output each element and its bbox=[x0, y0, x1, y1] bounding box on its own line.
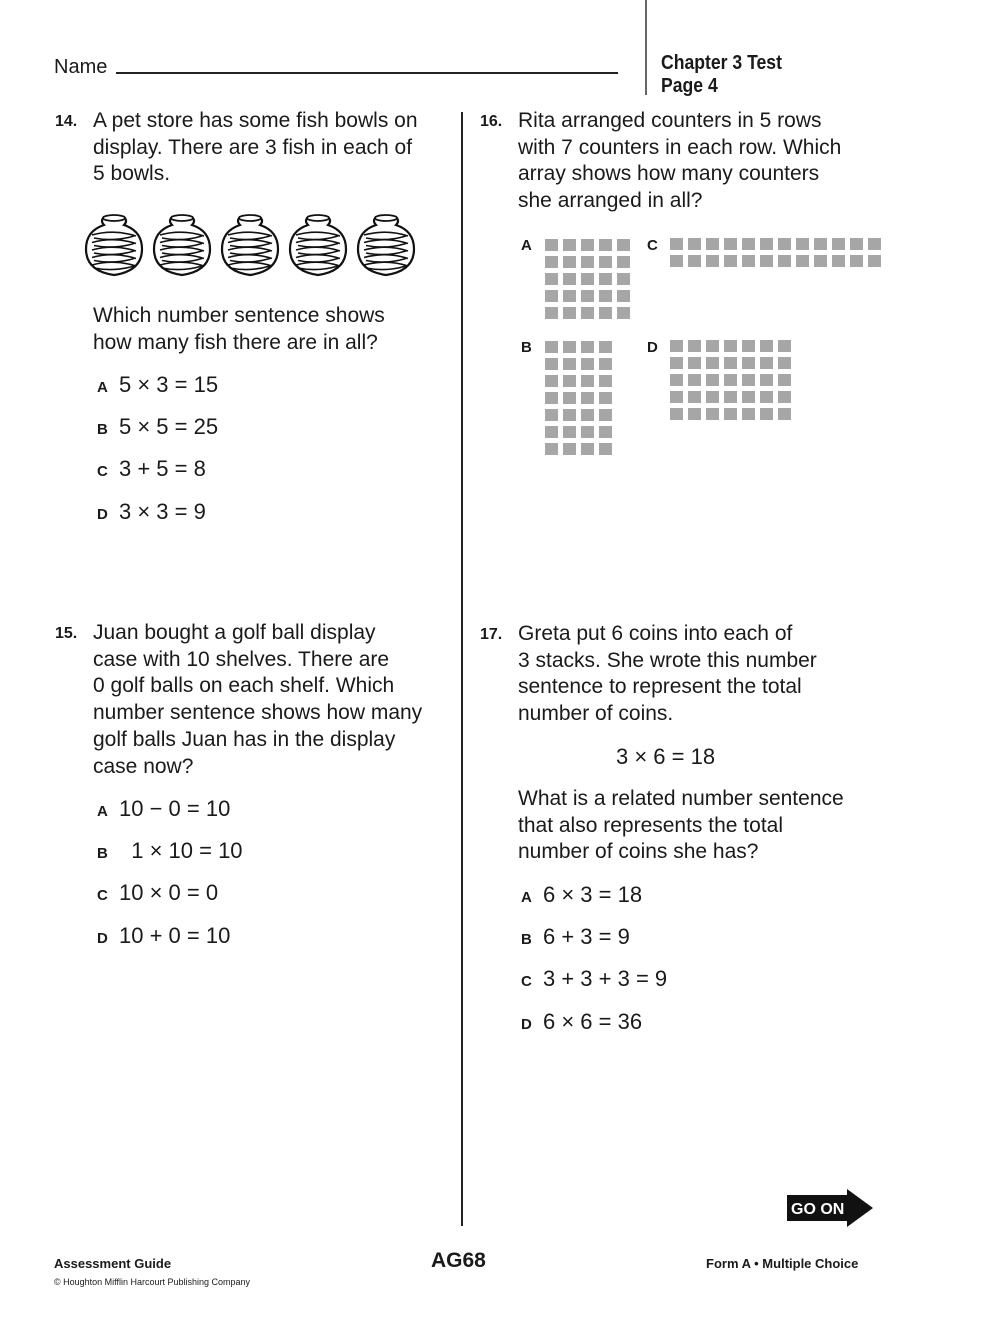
text-line: 5 bowls. bbox=[93, 162, 171, 186]
chapter-line: Chapter 3 Test bbox=[661, 52, 782, 74]
array-a-label: A bbox=[521, 237, 532, 254]
header-divider bbox=[645, 0, 647, 95]
question-14-prompt bbox=[93, 303, 453, 356]
option-letter: B bbox=[97, 845, 108, 862]
counter-square bbox=[778, 357, 791, 369]
fish-bowl-icon bbox=[222, 215, 278, 275]
counter-square bbox=[832, 255, 845, 267]
counter-square bbox=[724, 374, 737, 386]
counter-square bbox=[563, 256, 576, 268]
option-d[interactable] bbox=[97, 499, 206, 525]
text-line: Which number sentence shows bbox=[93, 304, 385, 327]
counter-square bbox=[670, 408, 683, 420]
counter-square bbox=[760, 255, 773, 267]
fish-bowl-icon bbox=[290, 215, 346, 275]
counter-square bbox=[670, 238, 683, 250]
counter-square bbox=[563, 426, 576, 438]
counter-square bbox=[599, 239, 612, 251]
go-on-arrow[interactable] bbox=[787, 1189, 873, 1227]
fish-bowls-illustration bbox=[84, 211, 424, 279]
counter-square bbox=[760, 374, 773, 386]
counter-square bbox=[688, 391, 701, 403]
counter-square bbox=[778, 391, 791, 403]
question-17-prompt bbox=[518, 786, 898, 866]
option-letter: D bbox=[521, 1016, 532, 1033]
option-a[interactable] bbox=[521, 882, 642, 908]
question-15-text bbox=[93, 620, 455, 780]
option-letter: D bbox=[97, 930, 108, 947]
text-line: number of coins she has? bbox=[518, 840, 759, 864]
question-16-text bbox=[518, 108, 898, 215]
option-text: 10 × 0 = 0 bbox=[119, 880, 219, 905]
text-line: she arranged in all? bbox=[518, 189, 703, 213]
question-number: 16. bbox=[480, 113, 503, 130]
array-a-option[interactable] bbox=[545, 239, 630, 319]
counter-square bbox=[724, 238, 737, 250]
counter-square bbox=[814, 255, 827, 267]
text-line: What is a related number sentence bbox=[518, 787, 844, 810]
array-b-label: B bbox=[521, 339, 532, 356]
counter-square bbox=[599, 341, 612, 353]
counter-square bbox=[581, 273, 594, 285]
option-letter: C bbox=[521, 973, 532, 990]
option-b[interactable] bbox=[97, 838, 243, 864]
counter-square bbox=[581, 375, 594, 387]
counter-square bbox=[545, 426, 558, 438]
counter-square bbox=[778, 340, 791, 352]
counter-square bbox=[670, 340, 683, 352]
question-number: 15. bbox=[55, 625, 78, 642]
footer-guide-title: Assessment Guide bbox=[54, 1256, 172, 1271]
counter-square bbox=[796, 255, 809, 267]
counter-square bbox=[778, 255, 791, 267]
option-b[interactable] bbox=[97, 414, 218, 440]
page-line: Page 4 bbox=[661, 75, 718, 97]
text-line: sentence to represent the total bbox=[518, 675, 802, 699]
array-d-option[interactable] bbox=[670, 340, 791, 420]
counter-square bbox=[545, 358, 558, 370]
option-text: 6 × 6 = 36 bbox=[543, 1009, 643, 1034]
counter-square bbox=[832, 238, 845, 250]
counter-square bbox=[545, 375, 558, 387]
counter-square bbox=[563, 392, 576, 404]
option-a[interactable] bbox=[97, 372, 218, 398]
text-line: that also represents the total bbox=[518, 813, 783, 837]
text-line: 0 golf balls on each shelf. Which bbox=[93, 674, 395, 698]
counter-square bbox=[581, 341, 594, 353]
array-d-label: D bbox=[647, 339, 658, 356]
option-text: 5 × 5 = 25 bbox=[119, 414, 219, 439]
option-letter: C bbox=[97, 887, 108, 904]
text-line: with 7 counters in each row. Which bbox=[518, 135, 842, 159]
counter-square bbox=[868, 238, 881, 250]
counter-square bbox=[545, 290, 558, 302]
option-letter: D bbox=[97, 506, 108, 523]
counter-square bbox=[742, 357, 755, 369]
counter-square bbox=[670, 374, 683, 386]
counter-square bbox=[724, 408, 737, 420]
counter-square bbox=[563, 358, 576, 370]
array-c-option[interactable] bbox=[670, 238, 881, 267]
text-line: array shows how many counters bbox=[518, 162, 820, 186]
option-text: 10 + 0 = 10 bbox=[119, 923, 231, 948]
counter-square bbox=[688, 374, 701, 386]
counter-square bbox=[545, 409, 558, 421]
counter-square bbox=[599, 409, 612, 421]
counter-square bbox=[617, 239, 630, 251]
option-a[interactable] bbox=[97, 796, 230, 822]
counter-square bbox=[599, 426, 612, 438]
text-line: how many fish there are in all? bbox=[93, 330, 378, 354]
counter-square bbox=[742, 374, 755, 386]
counter-square bbox=[706, 238, 719, 250]
counter-square bbox=[688, 357, 701, 369]
option-text: 6 + 3 = 9 bbox=[543, 924, 630, 949]
option-c[interactable] bbox=[97, 456, 206, 482]
question-14-text bbox=[93, 108, 453, 188]
counter-square bbox=[581, 290, 594, 302]
go-on-label: GO ON bbox=[791, 1201, 845, 1218]
counter-square bbox=[617, 307, 630, 319]
counter-square bbox=[545, 256, 558, 268]
counter-square bbox=[599, 392, 612, 404]
counter-square bbox=[581, 392, 594, 404]
name-write-line[interactable] bbox=[116, 72, 618, 74]
counter-square bbox=[688, 255, 701, 267]
option-letter: C bbox=[97, 463, 108, 480]
array-c-label: C bbox=[647, 237, 658, 254]
counter-square bbox=[617, 290, 630, 302]
fish-bowl-icon bbox=[358, 215, 414, 275]
option-b[interactable] bbox=[521, 924, 630, 950]
counter-square bbox=[563, 443, 576, 455]
text-line: display. There are 3 fish in each of bbox=[93, 135, 413, 159]
counter-square bbox=[850, 255, 863, 267]
counter-square bbox=[760, 238, 773, 250]
option-text: 6 × 3 = 18 bbox=[543, 882, 643, 907]
counter-square bbox=[545, 239, 558, 251]
counter-square bbox=[581, 239, 594, 251]
counter-square bbox=[706, 357, 719, 369]
fish-bowl-icon bbox=[154, 215, 210, 275]
option-text: 10 − 0 = 10 bbox=[119, 796, 231, 821]
counter-square bbox=[545, 392, 558, 404]
counter-square bbox=[760, 340, 773, 352]
option-letter: B bbox=[521, 931, 532, 948]
text-line: case now? bbox=[93, 754, 194, 778]
option-text: 1 × 10 = 10 bbox=[119, 838, 243, 863]
counter-square bbox=[724, 255, 737, 267]
array-b-option[interactable] bbox=[545, 341, 612, 455]
counter-square bbox=[724, 357, 737, 369]
counter-square bbox=[599, 256, 612, 268]
counter-square bbox=[599, 307, 612, 319]
text-line: Rita arranged counters in 5 rows bbox=[518, 109, 822, 132]
counter-square bbox=[545, 273, 558, 285]
counter-square bbox=[599, 358, 612, 370]
counter-square bbox=[706, 408, 719, 420]
counter-square bbox=[706, 340, 719, 352]
counter-square bbox=[742, 255, 755, 267]
fish-bowl-icon bbox=[86, 215, 142, 275]
counter-square bbox=[724, 391, 737, 403]
chapter-title bbox=[661, 52, 782, 98]
counter-square bbox=[850, 238, 863, 250]
counter-square bbox=[670, 391, 683, 403]
option-c[interactable] bbox=[521, 966, 667, 992]
counter-square bbox=[617, 256, 630, 268]
counter-square bbox=[581, 409, 594, 421]
counter-square bbox=[617, 273, 630, 285]
counter-square bbox=[563, 341, 576, 353]
counter-square bbox=[670, 357, 683, 369]
option-letter: A bbox=[97, 803, 108, 820]
counter-square bbox=[868, 255, 881, 267]
counter-square bbox=[563, 409, 576, 421]
question-number: 14. bbox=[55, 113, 78, 130]
counter-square bbox=[760, 357, 773, 369]
text-line: golf balls Juan has in the display bbox=[93, 727, 396, 751]
counter-square bbox=[563, 273, 576, 285]
name-label: Name bbox=[54, 56, 108, 78]
text-line: case with 10 shelves. There are bbox=[93, 647, 390, 671]
copyright: © Houghton Mifflin Harcourt Publishing Company bbox=[54, 1277, 251, 1287]
question-17-text bbox=[518, 621, 898, 728]
counter-square bbox=[581, 307, 594, 319]
option-text: 3 × 3 = 9 bbox=[119, 499, 206, 524]
counter-square bbox=[688, 408, 701, 420]
counter-square bbox=[706, 391, 719, 403]
footer-form: Form A • Multiple Choice bbox=[706, 1256, 859, 1271]
given-equation: 3 × 6 = 18 bbox=[616, 744, 716, 769]
counter-square bbox=[581, 426, 594, 438]
counter-square bbox=[778, 408, 791, 420]
counter-square bbox=[545, 307, 558, 319]
counter-square bbox=[581, 358, 594, 370]
option-d[interactable] bbox=[97, 923, 230, 949]
counter-square bbox=[778, 238, 791, 250]
counter-square bbox=[670, 255, 683, 267]
text-line: 3 stacks. She wrote this number bbox=[518, 648, 817, 672]
counter-square bbox=[742, 340, 755, 352]
option-c[interactable] bbox=[97, 880, 218, 906]
counter-square bbox=[724, 340, 737, 352]
text-line: A pet store has some fish bowls on bbox=[93, 109, 418, 132]
counter-square bbox=[545, 341, 558, 353]
counter-square bbox=[688, 340, 701, 352]
option-letter: B bbox=[97, 421, 108, 438]
text-line: number of coins. bbox=[518, 702, 674, 726]
counter-square bbox=[814, 238, 827, 250]
option-d[interactable] bbox=[521, 1009, 642, 1035]
text-line: Greta put 6 coins into each of bbox=[518, 622, 793, 645]
counter-square bbox=[742, 391, 755, 403]
option-text: 3 + 5 = 8 bbox=[119, 456, 206, 481]
counter-square bbox=[706, 374, 719, 386]
text-line: Juan bought a golf ball display bbox=[93, 621, 376, 644]
counter-square bbox=[581, 443, 594, 455]
question-number: 17. bbox=[480, 626, 503, 643]
option-letter: A bbox=[97, 379, 108, 396]
counter-square bbox=[796, 238, 809, 250]
option-text: 3 + 3 + 3 = 9 bbox=[543, 966, 668, 991]
counter-square bbox=[563, 239, 576, 251]
counter-square bbox=[599, 290, 612, 302]
counter-square bbox=[706, 255, 719, 267]
text-line: number sentence shows how many bbox=[93, 701, 423, 725]
counter-square bbox=[545, 443, 558, 455]
option-text: 5 × 3 = 15 bbox=[119, 372, 219, 397]
counter-square bbox=[563, 307, 576, 319]
counter-square bbox=[599, 443, 612, 455]
counter-square bbox=[760, 391, 773, 403]
column-divider bbox=[461, 112, 463, 1226]
page-id: AG68 bbox=[431, 1249, 486, 1272]
counter-square bbox=[760, 408, 773, 420]
counter-square bbox=[563, 375, 576, 387]
counter-square bbox=[688, 238, 701, 250]
counter-square bbox=[742, 408, 755, 420]
counter-square bbox=[742, 238, 755, 250]
counter-square bbox=[599, 273, 612, 285]
counter-square bbox=[563, 290, 576, 302]
counter-square bbox=[599, 375, 612, 387]
counter-square bbox=[778, 374, 791, 386]
counter-square bbox=[581, 256, 594, 268]
option-letter: A bbox=[521, 889, 532, 906]
